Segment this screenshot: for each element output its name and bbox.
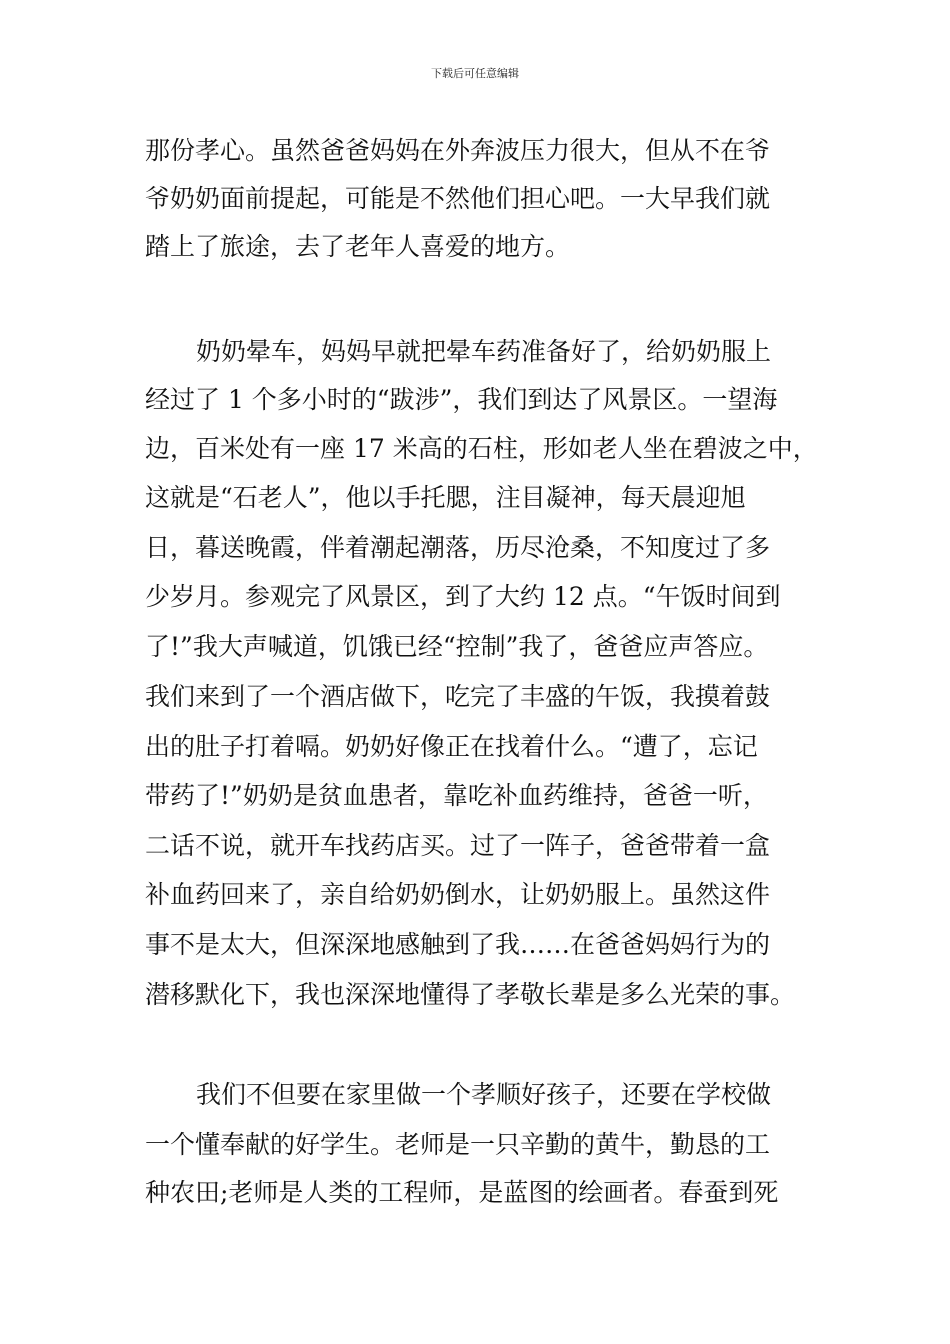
text-line: 这就是“石老人”，他以手托腮，注目凝神，每天晨迎旭 — [145, 483, 746, 512]
text-line: 我们来到了一个酒店做下，吃完了丰盛的午饭，我摸着鼓 — [145, 682, 771, 711]
text-line: 经过了 1 个多小时的“跋涉”，我们到达了风景区。一望海 — [145, 385, 778, 414]
text-line: 我们不但要在家里做一个孝顺好孩子，还要在学校做 — [196, 1080, 772, 1109]
text-line: 了!”我大声喊道，饥饿已经“控制”我了，爸爸应声答应。 — [145, 632, 769, 661]
text-line: 一个懂奉献的好学生。老师是一只辛勤的黄牛，勤恳的工 — [145, 1130, 771, 1159]
text-line: 爷奶奶面前提起，可能是不然他们担心吧。一大早我们就 — [145, 184, 771, 213]
text-line: 事不是太大，但深深地感触到了我……在爸爸妈妈行为的 — [145, 930, 771, 959]
text-line: 那份孝心。虽然爸爸妈妈在外奔波压力很大，但从不在爷 — [145, 136, 771, 165]
text-line: 奶奶晕车，妈妈早就把晕车药准备好了，给奶奶服上 — [196, 337, 772, 366]
text-line: 日，暮送晚霞，伴着潮起潮落，历尽沧桑，不知度过了多 — [145, 533, 771, 562]
text-line: 二话不说，就开车找药店买。过了一阵子，爸爸带着一盒 — [145, 831, 771, 860]
text-line: 少岁月。参观完了风景区，到了大约 12 点。“午饭时间到 — [145, 582, 781, 611]
text-line: 补血药回来了，亲自给奶奶倒水，让奶奶服上。虽然这件 — [145, 880, 771, 909]
text-line: 踏上了旅途，去了老年人喜爱的地方。 — [145, 232, 571, 261]
text-line: 带药了!”奶奶是贫血患者，靠吃补血药维持，爸爸一听， — [145, 781, 768, 810]
text-line: 边，百米处有一座 17 米高的石柱，形如老人坐在碧波之中， — [145, 434, 818, 463]
page-header: 下载后可任意编辑 — [431, 67, 519, 80]
text-line: 潜移默化下，我也深深地懂得了孝敬长辈是多么光荣的事。 — [145, 980, 796, 1009]
text-line: 出的肚子打着嗝。奶奶好像正在找着什么。“遭了，忘记 — [145, 732, 758, 761]
text-line: 种农田;老师是人类的工程师，是蓝图的绘画者。春蚕到死 — [145, 1178, 779, 1207]
